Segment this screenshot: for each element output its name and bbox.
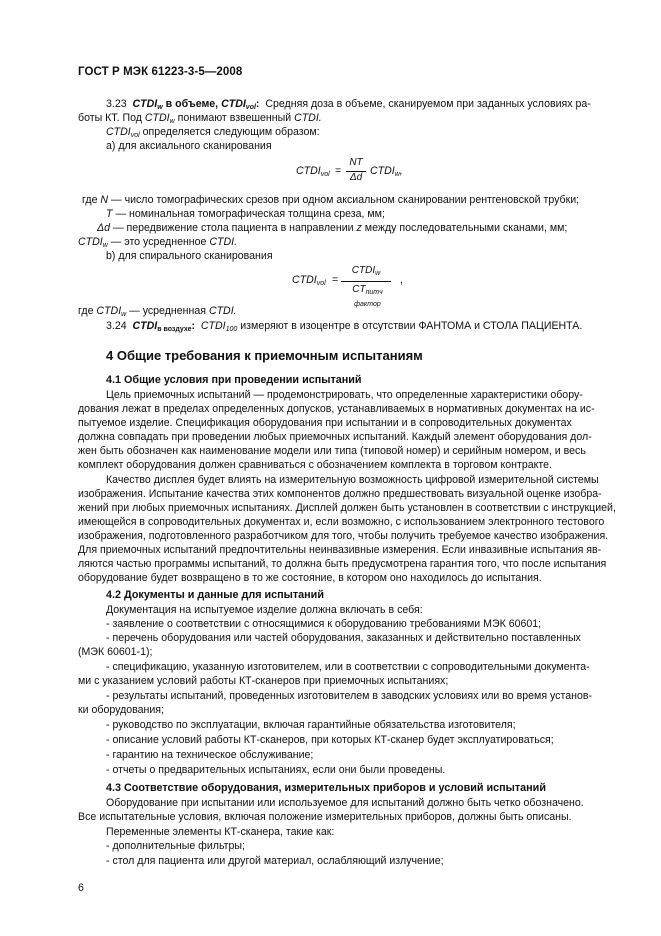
document-header: ГОСТ Р МЭК 61223-3-5—2008 — [78, 66, 243, 78]
section-3-23-line-3: $CTDI_{vol}$ определяется следующим образом: — [106, 126, 320, 139]
axial-scan-item: а) для аксиального сканирования — [106, 140, 272, 152]
where-ctdi-w: $CTDI_w$ — это усредненное CTDI. — [78, 236, 238, 249]
helical-scan-item: b) для спирального сканирования — [106, 250, 273, 262]
where-n: где N — число томографических срезов при одном аксиальном сканировании рентгеновской трубки; — [82, 194, 580, 206]
section-4-2-heading: 4.2 Документы и данные для испытаний — [106, 589, 324, 601]
document-page: ГОСТ Р МЭК 61223-3-5—2008 3.23 $CTDI_w$ в объеме, $CTDI_{vol}$: Средняя доза в объеме, сканируемом при заданных условиях ра- боты КТ. Под $CTDI_w$ понимают взвешенный CTDI. $CTDI_{vol}$ определяется следующим образом: а) для аксиального сканирования $CTDI_{vol}$ = NT Δd $CTDI_w$, где N — число томографических срезов при одном аксиальном сканировании рентгеновской трубки; T — номинальная томографическая толщина среза, мм; Δd — передвижение стола пациента в направлении z между последовательными сканами, мм; $CTDI_w$ — это усредненное CTDI. b) для спирального сканирования $CTDI_{vol}$ = $CTDI_w$ $CT_{питч фактор}$ , где $CTDI_w$ — усредненная CTDI. 3.24 $CTDI_{в воздухе}$: $CTDI_{100}$ измеряют в изоцентре в отсутствии ФАНТОМА и СТОЛА ПАЦИЕНТА. 4 Общие требования к приемочным испытаниям 4.1 Общие условия при проведении испытаний Цель приемочных испытаний — продемонстрировать, что определенные характеристики обору- дования лежат в пределах определенных допусков, устанавливаемых в нормативных документах на ис- пытуемое изделие. Спецификация оборудования при испытании и в сопроводительных документах должна совпадать при проведении любых приемочных испытаний. Каждый элемент оборудования дол- жен быть обозначен как наименование модели или типа (типовой номер) и серийным номером, и весь комплект оборудования должен сравниваться с обозначением комплекта в торговом контракте. Качество дисплея будет влиять на измерительную возможность цифровой измерительной системы изображения. Испытание качества этих компонентов должно предшествовать визуальной оценке изобра- жений при любых приемочных испытаниях. Дисплей должен быть установлен в соответствии с инструкцией, имеющейся в сопроводительных документах и, если возможно, с использованием электронного тестового изображения, подготовленного разработчиком для того, чтобы получить требуемое качество изображения. Для приемочных испытаний предпочтительны неинвазивные измерения. Если инвазивные испытания яв- ляются частью программы испытаний, то должна быть предусмотрена гарантия того, что после испытания оборудование будет возвращено в то же состояние, в котором оно находилось до испытания. 4.2 Документы и данные для испытаний Документация на испытуемое изделие должна включать в себя: - заявление о соответствии с относящимися к оборудованию требованиями МЭК 60601; - перечень оборудования или частей оборудования, заказанных и действительно поставленных (МЭК 60601-1); - спецификацию, указанную изготовителем, или в соответствии с сопроводительными документа- ми с указанием условий работы КТ-сканеров при приемочных испытаниях; - результаты испытаний, проведенных изготовителем в заводских условиях или во время установ- ки оборудования; - руководство по эксплуатации, включая гарантийные обязательства изготовителя; - описание условий работы КТ-сканеров, при которых КТ-сканер будет эксплуатироваться; - гарантию на техническое обслуживание; - отчеты о предварительных испытаниях, если они были проведены. 4.3 Соответствие оборудования, измерительных приборов и условий испытаний Оборудование при испытании или используемое для испытаний должно быть четко обозначено. Все испытательные условия, включая положение измерительных приборов, должны быть описаны. Переменные элементы КТ-сканера, такие как: - дополнительные фильтры; - стол для пациента или другой материал, ослабляющий излучение; 6 — [0, 0, 661, 936]
section-3-24: 3.24 $CTDI_{в воздухе}$: $CTDI_{100}$ измеряют в изоцентре в отсутствии ФАНТОМА и СТОЛА ПАЦИЕНТА. — [106, 320, 583, 333]
section-4-heading: 4 Общие требования к приемочным испытаниям — [106, 348, 423, 363]
page-number: 6 — [78, 882, 84, 894]
where-t: T — номинальная томографическая толщина среза, мм; — [106, 208, 385, 220]
section-4-3-heading: 4.3 Соответствие оборудования, измерительных приборов и условий испытаний — [106, 782, 546, 794]
section-3-23-line-1: 3.23 $CTDI_w$ в объеме, $CTDI_{vol}$: Средняя доза в объеме, сканируемом при заданных условиях ра- — [106, 98, 591, 111]
where-delta-d: Δd — передвижение стола пациента в направлении z между последовательными сканами, мм; — [97, 222, 568, 234]
where-ctdi-w-2: где $CTDI_w$ — усредненная CTDI. — [78, 305, 237, 318]
section-4-1-heading: 4.1 Общие условия при проведении испытаний — [106, 374, 362, 386]
section-3-23-line-2: боты КТ. Под $CTDI_w$ понимают взвешенный CTDI. — [78, 112, 322, 125]
